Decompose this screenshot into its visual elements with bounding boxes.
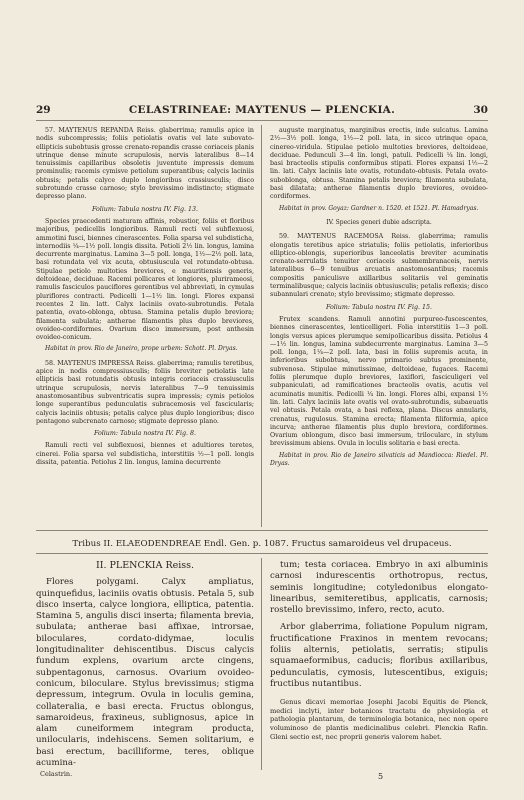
genus-description-continued: tum; testa coriacea. Embryo in axi albuminis carnosi indurescentis orthotropus, rectus, seminis longitudine; cotyledonibus elongato-linearibus, semiteretibus, applicatis, carnosis; rostello brevissimo, infero, recto, acuto. — [270, 560, 488, 616]
genus-description: Flores polygami. Calyx ampliatus, quinquefidus, laciniis ovatis obtusis. Petala 5, sub disco inserta, calyce longiora, elliptica, patentia. Stamina 5, angulis disci inserta; filamenta brevia, subulata; antherae basi affixae, introrsae, biloculares, cordato-didymae, loculis longitudinaliter dehiscentibus. Discus calycis fundum explens, ovarium arcte cingens, subpentagonus, carnosus. Ovarium ovoideo-conicum, biloculare. Stylus brevissimus; stigma depressum, integrum. Ovula in loculis gemina, collateralia, e basi erecta. Fructus oblongus, samaroideus, fraxineus, sublignosus, apice in alam cuneiformem integram producta, unilocularis, indehiscens. Semen solitarium, e basi erectum, bacilliforme, teres, oblique acumina- — [36, 577, 254, 769]
bottom-column-divider — [261, 558, 262, 770]
species-57-description: Species praecedenti maturam affinis, robustior, foliis et floribus majoribus, pedicellis longioribus. Ramuli recti vel subflexuosi, ammotini fusci, biennes cinerascentes. Folia sparsa vel subdisticha, internodiis ¼—1½ poll. longis dissita. Petioli 2½ lin. longus, lamina decurrente marginatus. Lamina 3—5 poll. longa, 1½—2½ poll. lata, basi rotundata vel vix acuta, obtusiuscula vel rotundato-obtusa. Stipulae petiolo multoties breviores, e mauritiensis generis, deltoideae, deciduae. Racemi pollicares et longiores, plurirameosi, ramulis fasciculos pauciflores gerentibus vel abbreviati, in cymulas pluriflores contracti. Pedicelli 1—1½ lin. longi. Flores expansi recentes 2 lin. latt. Calyx laciniis ovato-subrotundis. Petala patentia, ovato-oblonga, obtusa. Stamina petalis duplo breviora; filamenta subulata; antherae filamentis plus duplo breviores, ovoideo-cordiformes. Ovarium disco immersum, post anthesin ovoideo-conicum. — [36, 217, 254, 342]
species-57-habitat: Habitat in prov. Rio de Janeiro, prope urbem: Schott. Pl. Dryas. — [45, 345, 238, 353]
species-59-diagnosis: 59. MAYTENUS RACEMOSA Reiss. glaberrima; ramulis elongatis teretibus apice striatulis; foliis petiolatis, inferioribus elliptico-oblongis, superioribus lanceolatis breviter acuminatis crenato-serrulatis tenuiter coriaceis submembranaceis, nervis lateralibus 6—9 tenuibus arcuatis anastomosantibus; racemis compositis paniculisve axillaribus solitariis vel geminatis terminalibusque; calycis laciniis obtusiusculis; petalis reflexis; disco subannulari crenato; stylo brevissimo; stigmate depresso. — [270, 233, 488, 299]
genus-right-column — [270, 560, 488, 741]
left-column — [36, 127, 254, 467]
right-column — [270, 127, 488, 474]
species-58-description: Ramuli recti vel subflexuosi, biennes et adultiores teretes, cinerei. Folia sparsa vel subdisticha, interstitiis ½—1 poll. longis dissita, patentia. Petiolus 2 lin. longus, lamina decurrente — [36, 442, 254, 466]
genus-title: II. PLENCKIA Reiss. — [95, 560, 195, 571]
genus-habit: Arbor glaberrima, foliatione Populum nigram, fructificatione Fraxinos in mentem revocans; foliis alternis, petiolatis, serratis; stipulis squamaeformibus, caducis; floribus axillaribus, pedunculatis, cymosis, lutescentibus, exiguis; fructibus nutantibus. — [270, 622, 488, 689]
tribus-rule-bottom — [36, 553, 488, 554]
page-header — [36, 104, 488, 118]
header-rule — [36, 120, 488, 121]
species-58-habitat: Habitat in prov. Goyaz: Gardner n. 1520. et 1521. Pl. Hamadryas. — [279, 204, 479, 212]
species-57-diagnosis: 57. MAYTENUS REPANDA Reiss. glaberrima; ramulis apice in nodis subcompressis; foliis petiolatis ovatis vel late subovato-ellipticis subobtusis grosse crenato-repandis crasse coriaceis planis utrinque dense minute scrupulosis, nervis lateralibus 8—14 tenuissimis capillaribus obsoletis juventute impressis demum prominulis; racemis cymisve petiolum superantibus; calycis laciniis obtusis; petalis calyce duplo longioribus crassiusculis; disco subrotundo crasse carnoso; stylo brevissimo indistincto; stigmate depresso plano. — [36, 127, 254, 201]
species-58-folium: Folium: Tabula nostra IV. Fig. 8. — [93, 430, 197, 438]
species-group-header: IV. Species generi dubie adscripta. — [326, 218, 432, 226]
species-59-description: Frutex scandens. Ramuli annotini purpureo-fuscescentes, biennes cinerascentes, lenticelligeri. Folia interstitiis 1—3 poll. longis versus apices plerumque semipollicaribus dissita. Petiolus 4—1½ lin. longus, lamina subdecurrente marginatus. Lamina 3—5 poll. longa, 1¼—2 poll. lata, basi in foliis supremis acuta, in inferioribus subobtusa, nervo primario subtus prominente, subvenosa. Stipulae minutissimae, deltoideae, fugaces. Racemi foliis plerumque duplo breviores, laxiflori, fasciculigeri vel subpaniculati, ad ramificationes bracteolis ovatis, acutis vel acuminatis munitis. Pedicelli ¼ lin. longi. Flores albi, expansi 1½ lin. lati. Calyx laciniis late ovatis vel ovato-subrotundis, subaeuatis vel obtusis. Petala ovata, a basi reflexa, plana. Discus annularis, crenatus, rugulosus. Stamina erecta; filamenta filiformia, apice incurva; antherae filamentis plus duplo breviora, cordiformes. Ovarium oblongum, disco basi immersum, trilocularc, in stylum brevissimum abiens. Ovula in loculis solitaria e basi erecta. — [270, 315, 488, 448]
page-number-left: 29 — [36, 104, 51, 116]
tribus-heading: Tribus II. ELAEODENDREAE Endl. Gen. p. 1087. Fructus samaroideus vel drupaceus. — [72, 539, 452, 549]
species-58-continued: auguste marginatus, marginibus erectis, inde sulcatus. Lamina 2½—3½ poll. longa, 1½—2 poll. lata, in sicco utrinque opaca, cinereo-viridula. Stipulae petiolo multoties breviores, deltoideae, deciduae. Pedunculi 3—4 lin. longi, patuli. Pedicelli ¼ lin. longi, basi bracteolis stipulis conformibus stipati. Flores expansi 1½—2 lin. lati. Calyx laciniis late ovatis, rotundato-obtusis. Petala ovato-suboblonga, obtusa. Stamina petalis breviora; filamenta subulata, basi dilatata; antherae filamentis duplo breviores, ovoideo-cordiformes. — [270, 127, 488, 201]
running-title: CELASTRINEAE: MAYTENUS — PLENCKIA. — [128, 104, 396, 116]
signature-mark: Celastrin. — [40, 770, 73, 778]
sheet-number: 5 — [378, 772, 384, 781]
genus-etymology-note: Genus dicavi memoriae Josephi Jacobi Equitis de Plenck, medici inclyti, inter botanicos tractatu de physiologia et pathologia plantarum, de terminologia botanica, nec non opere voluminoso de plantis medicinalibus celebri. Plenckia Rafin. Gleni sectio est, nec proprii generis valorem habet. — [270, 698, 488, 741]
species-58-diagnosis: 58. MAYTENUS IMPRESSA Reiss. glaberrima; ramulis teretibus, apice in nodis compressiusculis; foliis breviter petiolatis late ellipticis basi rotundatis obtusis integris coriaceis crassiusculis utrinque scrupulosis, nervis lateralibus 7—9 tenuissimis anastomosantibus subventricatis supra impressis; cymis petiolos longe superantibus pedunculatis subracemosis vel fascicularis; calycis laciniis obtusis; petalis calyce plus duplo longioribus; disco pentagono subcrenato carnoso; stigmate depresso plano. — [36, 359, 254, 425]
page-number-right: 30 — [473, 104, 488, 116]
column-divider — [261, 125, 262, 527]
genus-left-column — [36, 560, 254, 769]
tribus-rule-top — [36, 530, 488, 531]
species-57-folium: Folium: Tabula nostra IV. Fig. 13. — [91, 205, 199, 213]
species-59-folium: Folium: Tabula nostra IV. Fig. 15. — [325, 303, 433, 311]
species-59-habitat: Habitat in prov. Rio de Janeiro silvaticis ad Mandiocca: Riedel. Pl. Dryas. — [270, 451, 488, 467]
